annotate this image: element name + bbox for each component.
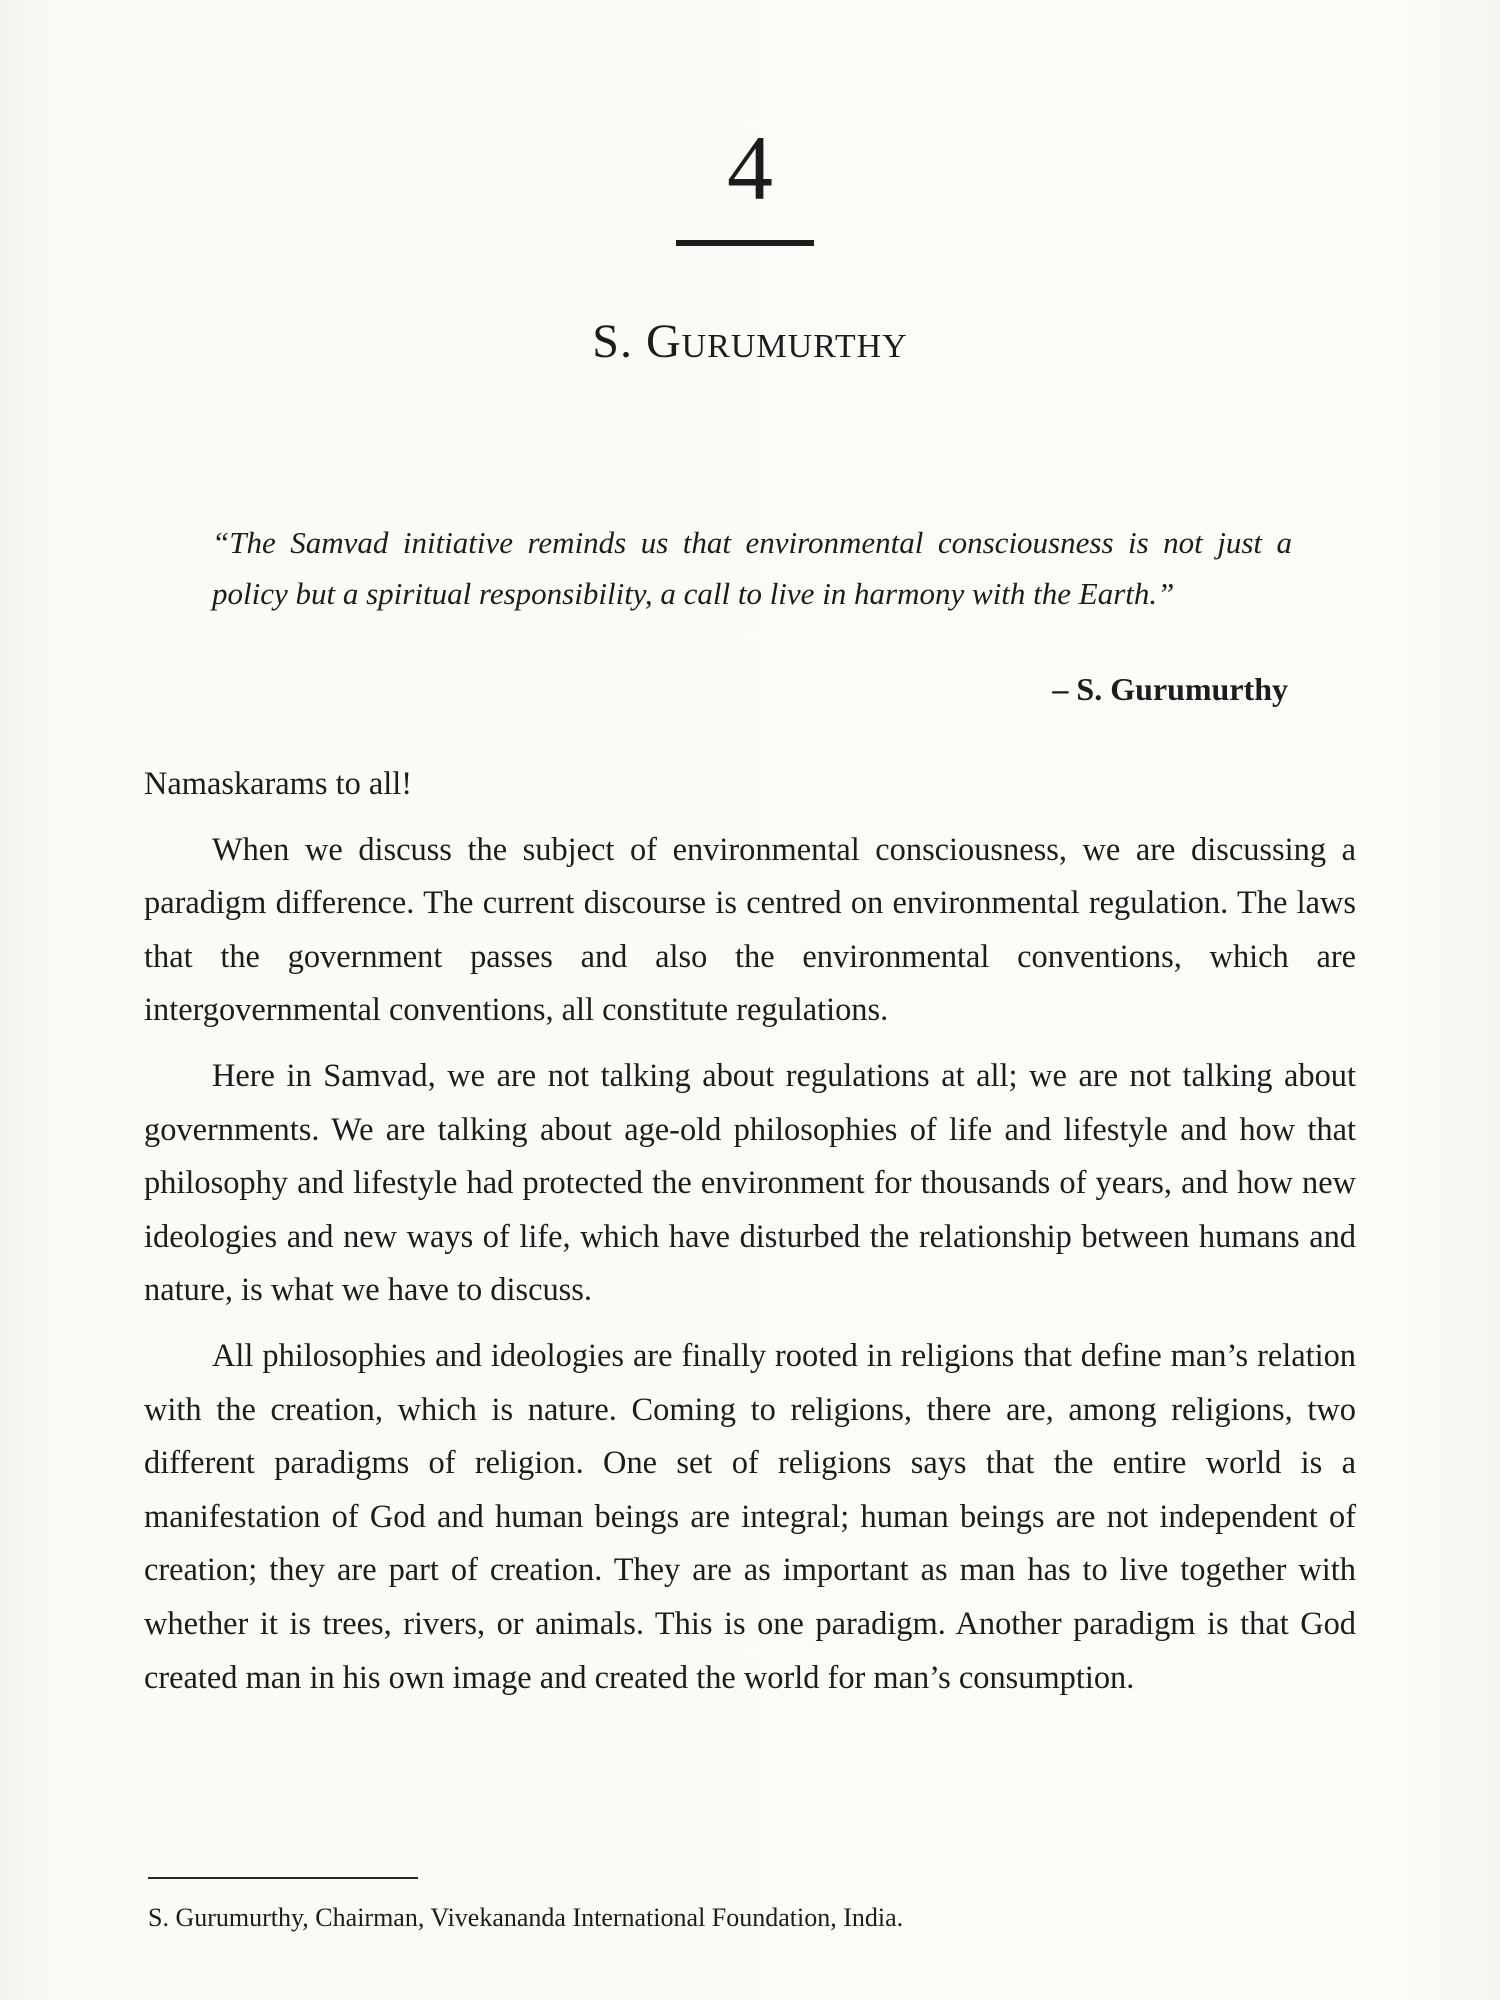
body-paragraph: All philosophies and ideologies are finally rooted in religions that define man’s relation with the creation, which is nature. Coming to religions, there are, among religions, two different paradigms of religion. One set of religions says that the entire world is a manifestation of God and human beings are integral; human beings are not independent of creation; they are part of creation. They are as important as man has to live together with whether it is trees, rivers, or animals. This is one paradigm. Another paradigm is that God created man in his own image and created the world for man’s consumption.	[144, 1337, 1356, 1696]
body-paragraph: When we discuss the subject of environmental consciousness, we are discussing a paradigm difference. The current discourse is centred on environmental regulation. The laws that the government passes and also the environmental conventions, which are intergovernmental conventions, all constitute regulations.	[144, 831, 1356, 1029]
body-paragraph-greeting: Namaskarams to all!	[144, 766, 413, 802]
chapter-divider	[676, 240, 814, 246]
chapter-title: S. Gurumurthy	[592, 315, 908, 368]
chapter-number: 4	[727, 117, 773, 219]
footnote: S. Gurumurthy, Chairman, Vivekananda International Foundation, India.	[148, 1903, 904, 1932]
epigraph-quote: “The Samvad initiative reminds us that environmental consciousness is not just a policy but a spiritual responsibility, a call to live in harmony with the Earth.”	[212, 525, 1292, 611]
footnote-divider	[148, 1877, 418, 1879]
epigraph-attribution: – S. Gurumurthy	[1052, 671, 1288, 707]
body-text	[144, 758, 1356, 1717]
body-paragraph: Here in Samvad, we are not talking about regulations at all; we are not talking about governments. We are talking about age-old philosophies of life and lifestyle and how that philosophy and lifestyle had protected the environment for thousands of years, and how new ideologies and new ways of life, which have disturbed the relationship between humans and nature, is what we have to discuss.	[144, 1057, 1356, 1309]
